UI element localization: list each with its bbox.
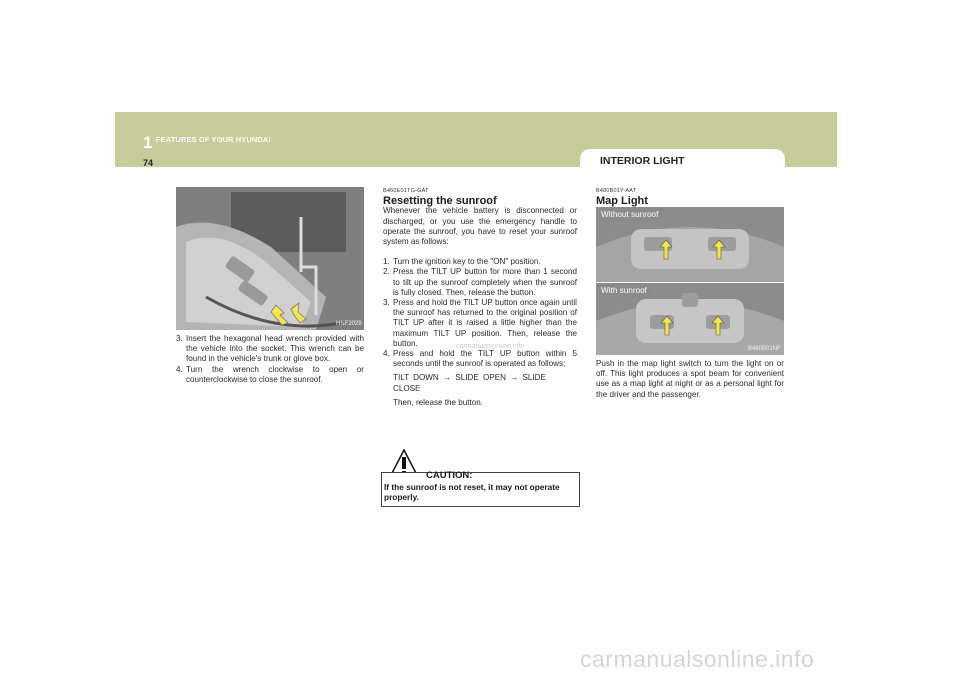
section-title: INTERIOR LIGHT xyxy=(600,155,685,167)
chapter-title: FEATURES OF YOUR HYUNDAI xyxy=(156,135,271,144)
caution-text: If the sunroof is not reset, it may not operate properly. xyxy=(384,482,560,502)
section-heading: Resetting the sunroof xyxy=(383,195,497,208)
operation-sequence: TILT DOWN → SLIDE OPEN → SLIDE CLOSE xyxy=(393,373,546,393)
item-number: 2. xyxy=(383,267,390,277)
list-item xyxy=(383,267,577,298)
list-item xyxy=(383,257,577,267)
list-item xyxy=(383,298,577,349)
item-text: Press and hold the TILT UP button within 5 seconds until the sunroof is operated as follows; xyxy=(393,349,577,369)
release-instruction: Then, release the button. xyxy=(393,397,483,407)
section-code: B480B01Y-AAT xyxy=(596,188,637,194)
map-light-description: Push in the map light switch to turn the light on or off. This light produces a spot beam for convenient use as a map light at night or as a personal light for the driver and the passenger. xyxy=(596,359,784,399)
photo-code: B480B01NF xyxy=(748,346,781,352)
intro-paragraph: Whenever the vehicle battery is disconnected or discharged, or you use the emergency handle to operate the sunroof, you have to reset your sunroof system as follows: xyxy=(383,206,577,247)
item-text: Press the TILT UP button for more than 1 second to tilt up the sunroof completely when the sunroof is fully closed. Then, release the button. xyxy=(393,267,577,297)
label-without-sunroof: Without sunroof xyxy=(596,208,663,221)
list-item xyxy=(383,349,577,369)
footer-watermark: carmanualsonline.info xyxy=(580,646,815,672)
item-number: 4. xyxy=(383,349,390,359)
item-number: 4. xyxy=(176,364,183,374)
item-number: 3. xyxy=(383,298,390,308)
list-item xyxy=(176,334,364,365)
right-column-heading xyxy=(596,186,786,206)
item-text: Insert the hexagonal head wrench provided with the vehicle into the socket. This wrench can be found in the vehicle's trunk or glove box. xyxy=(186,334,364,364)
item-text: Turn the wrench clockwise to open or counterclockwise to close the sunroof. xyxy=(186,364,364,384)
item-number: 1. xyxy=(383,257,390,267)
label-with-sunroof: With sunroof xyxy=(596,284,652,297)
section-heading: Map Light xyxy=(596,195,648,208)
section-code: B460E01TG-GAT xyxy=(383,188,429,194)
sunroof-wrench-illustration xyxy=(176,187,364,330)
item-text: Turn the ignition key to the "ON" position. xyxy=(393,257,541,267)
middle-column xyxy=(383,186,577,408)
list-item xyxy=(176,365,364,385)
item-text: Press and hold the TILT UP button once again until the sunroof has returned to the original position of TILT UP after it is raised a little higher than the maximum TILT UP position. Then, release the button. xyxy=(393,298,577,348)
sunroof-wrench-photo xyxy=(176,187,364,330)
photo-code: HNF2029 xyxy=(336,321,362,327)
caution-title: CAUTION: xyxy=(426,470,473,481)
left-column xyxy=(176,334,364,385)
page-number: 74 xyxy=(143,158,154,168)
chapter-number: 1 xyxy=(143,133,153,152)
item-number: 3. xyxy=(176,334,183,343)
inline-watermark: carmanualsonline.info xyxy=(456,343,525,350)
